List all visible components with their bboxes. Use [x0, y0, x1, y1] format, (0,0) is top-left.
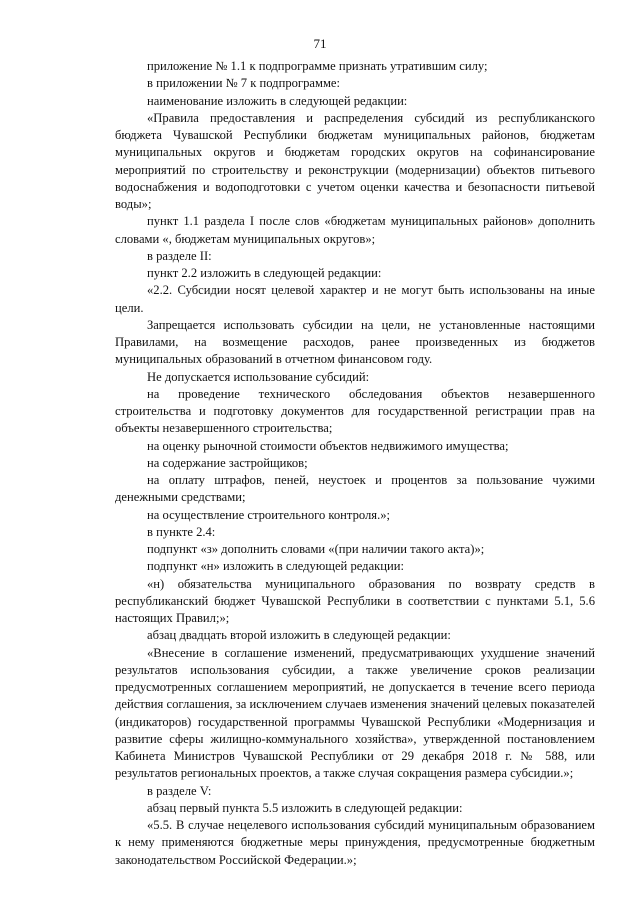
document-body: [115, 58, 595, 869]
paragraph: «5.5. В случае нецелевого использования субсидий муниципальным образованием к нему применяются бюджетные меры принуждения, предусмотренные бюджетным законодательством Российской Федерации.»;: [115, 818, 595, 867]
paragraph: на оплату штрафов, пеней, неустоек и процентов за пользование чужими денежными средствами;: [115, 473, 595, 505]
paragraph: «Правила предоставления и распределения субсидий из республиканского бюджета Чувашской Республики бюджетам муниципальных районов, бюджетам муниципальных округов и бюджетам городских округов на софинансирование мероприятий по строительству и реконструкции (модернизации) объектов питьевого водоснабжения и водоподготовки с учетом оценки качества и безопасности питьевой воды»;: [115, 110, 595, 211]
paragraph: в приложении № 7 к подпрограмме:: [147, 76, 341, 91]
paragraph: абзац двадцать второй изложить в следующей редакции:: [147, 628, 451, 643]
paragraph: подпункт «з» дополнить словами «(при наличии такого акта)»;: [147, 542, 485, 556]
paragraph: наименование изложить в следующей редакции:: [147, 93, 408, 108]
paragraph: «н) обязательства муниципального образования по возврату средств в республиканский бюджет Чувашской Республики в соответствии с пунктами 5.1, 5.6 настоящих Правил;»;: [115, 576, 595, 625]
paragraph: Запрещается использовать субсидии на цели, не установленные настоящими Правилами, на возмещение расходов, ранее произведенных из бюджетов муниципальных образований в отчетном финансовом году.: [115, 317, 595, 367]
page-number: 71: [313, 36, 327, 51]
paragraph: Не допускается использование субсидий:: [147, 369, 370, 384]
paragraph: пункт 2.2 изложить в следующей редакции:: [147, 266, 382, 280]
paragraph: абзац первый пункта 5.5 изложить в следующей редакции:: [147, 800, 463, 815]
paragraph: на осуществление строительного контроля.»;: [147, 507, 391, 522]
paragraph: подпункт «н» изложить в следующей редакции:: [147, 559, 404, 574]
paragraph: «Внесение в соглашение изменений, предусматривающих ухудшение значений результатов использования субсидии, а также увеличение сроков реализации предусмотренных соглашением мероприятий, не допускается в течение всего периода действия соглашения, за исключением случаев изменения значений целевых показателей (индикаторов) государственной программы Чувашской Республики «Модернизация и развитие сферы жилищно-коммунального хозяйства», утвержденной постановлением Кабинета Министров Чувашской Республики от 29 декабря 2018 г. № 588, или результатов региональных проектов, а также случая сокращения размера субсидии.»;: [115, 645, 595, 781]
paragraph: на проведение технического обследования объектов незавершенного строительства и подготовку документов для государственной регистрации прав на объекты незавершенного строительства;: [115, 386, 595, 436]
paragraph: в разделе II:: [147, 248, 212, 263]
paragraph: пункт 1.1 раздела I после слов «бюджетам муниципальных районов» дополнить словами «, бюджетам муниципальных округов»;: [115, 214, 595, 246]
paragraph: на оценку рыночной стоимости объектов недвижимого имущества;: [147, 438, 509, 453]
paragraph: на содержание застройщиков;: [147, 455, 308, 470]
paragraph: приложение № 1.1 к подпрограмме признать утратившим силу;: [147, 59, 488, 73]
paragraph: в пункте 2.4:: [147, 524, 216, 539]
paragraph: «2.2. Субсидии носят целевой характер и не могут быть использованы на иные цели.: [115, 283, 595, 315]
paragraph: в разделе V:: [147, 783, 212, 798]
